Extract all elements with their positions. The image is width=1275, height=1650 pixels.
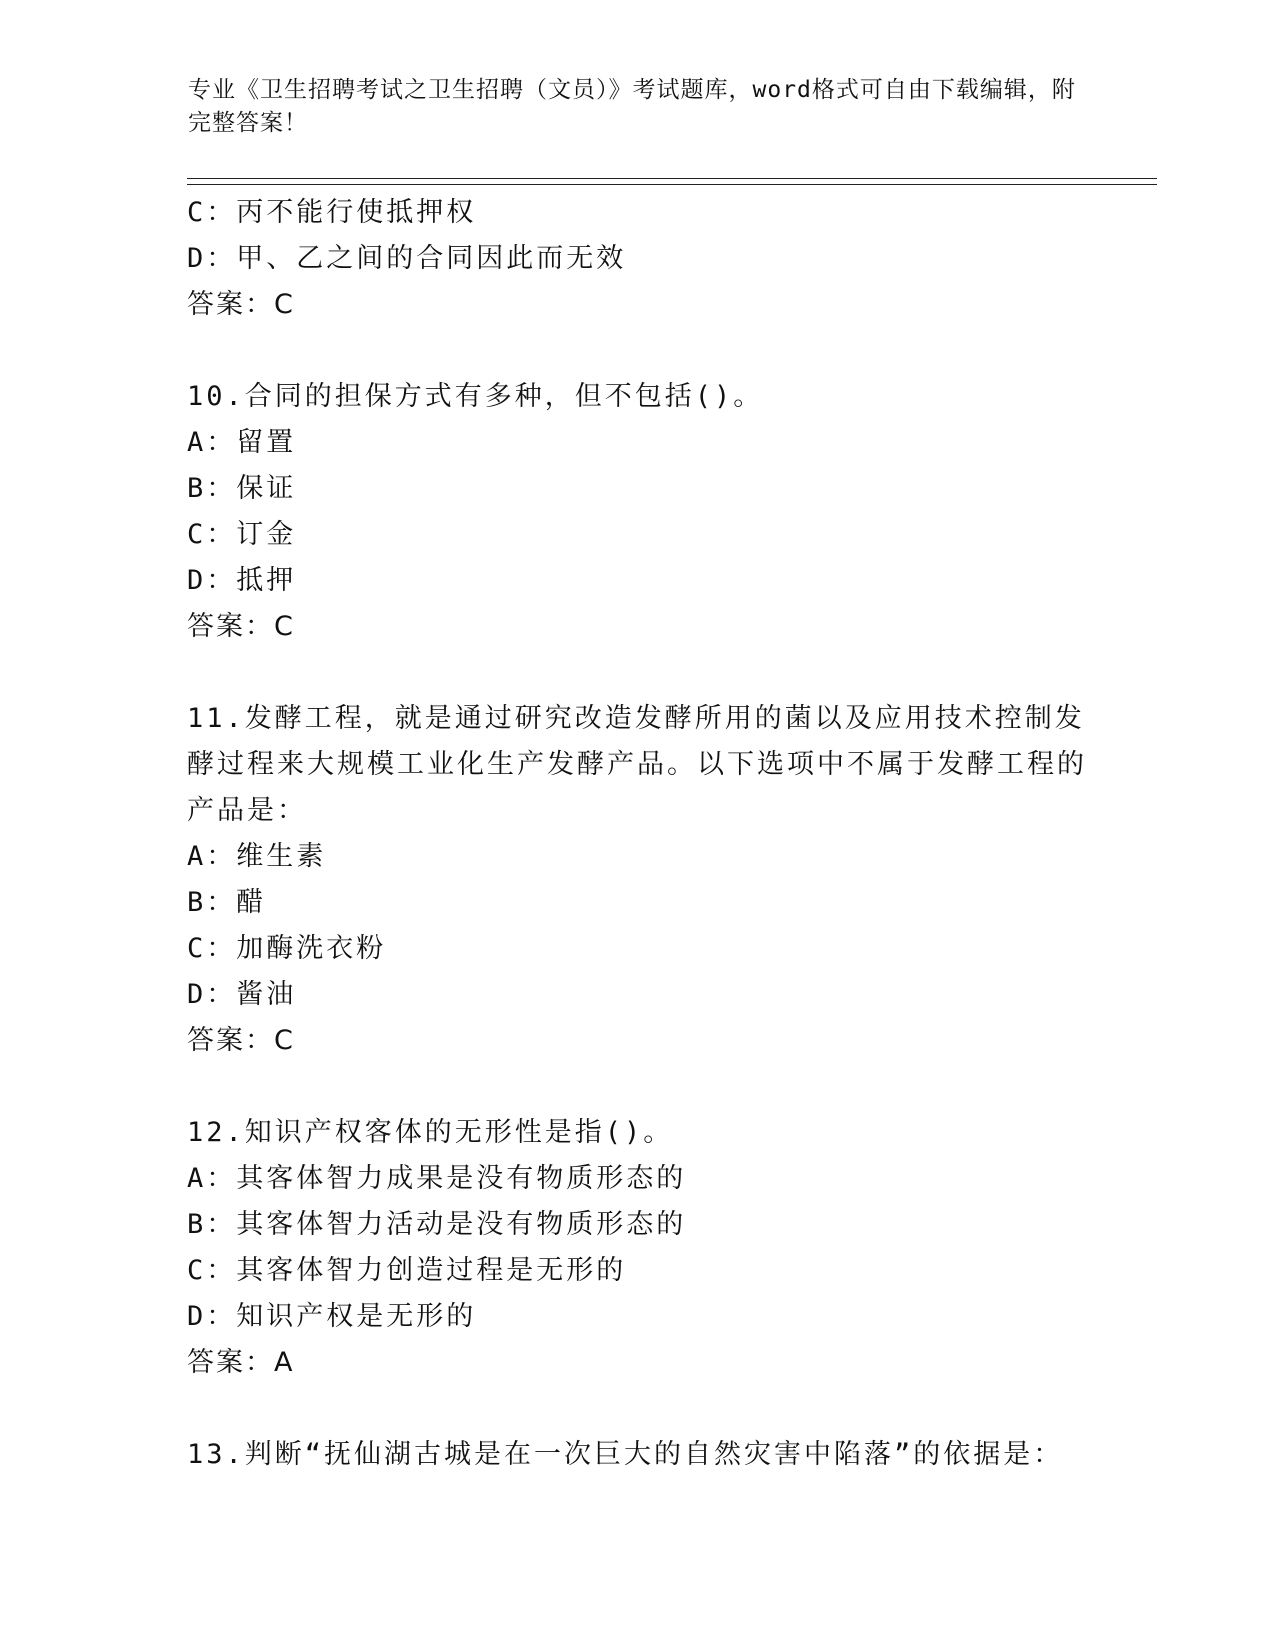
header-title: 专业《卫生招聘考试之卫生招聘（文员）》考试题库，word格式可自由下载编辑，附完整答案！ (188, 77, 1076, 136)
option-a: A：维生素 (187, 841, 327, 872)
page-header (188, 74, 1088, 140)
question-list (187, 190, 1147, 1478)
spacer (187, 650, 1147, 696)
option-c: C：其客体智力创造过程是无形的 (187, 1255, 627, 1286)
option-a: A：其客体智力成果是没有物质形态的 (187, 1163, 687, 1194)
option-a: A：留置 (187, 427, 297, 458)
option-d: D：抵押 (187, 565, 297, 596)
spacer (187, 328, 1147, 374)
option-d: D：知识产权是无形的 (187, 1301, 477, 1332)
option-c: C：加酶洗衣粉 (187, 933, 387, 964)
option-c: C：订金 (187, 519, 297, 550)
option-b: B：醋 (187, 887, 267, 918)
question-stem: 13.判断“抚仙湖古城是在一次巨大的自然灾害中陷落”的依据是： (187, 1439, 1064, 1470)
option-d: D：酱油 (187, 979, 297, 1010)
question-10 (187, 374, 1147, 650)
option-d: D：甲、乙之间的合同因此而无效 (187, 243, 627, 274)
question-stem: 10.合同的担保方式有多种，但不包括()。 (187, 381, 764, 412)
question-13 (187, 1432, 1147, 1478)
option-c: C：丙不能行使抵押权 (187, 197, 477, 228)
question-12 (187, 1110, 1147, 1386)
answer: 答案：A (187, 1347, 295, 1378)
option-b: B：其客体智力活动是没有物质形态的 (187, 1209, 687, 1240)
answer: 答案：C (187, 1025, 295, 1056)
spacer (187, 1386, 1147, 1432)
header-divider (187, 178, 1157, 185)
question-stem: 11.发酵工程，就是通过研究改造发酵所用的菌以及应用技术控制发酵过程来大规模工业化生产发酵产品。以下选项中不属于发酵工程的产品是： (187, 703, 1087, 826)
question-stem: 12.知识产权客体的无形性是指()。 (187, 1117, 674, 1148)
question-11 (187, 696, 1147, 1064)
answer: 答案：C (187, 611, 295, 642)
answer: 答案：C (187, 289, 295, 320)
question-9-partial (187, 190, 1147, 328)
option-b: B：保证 (187, 473, 297, 504)
spacer (187, 1064, 1147, 1110)
